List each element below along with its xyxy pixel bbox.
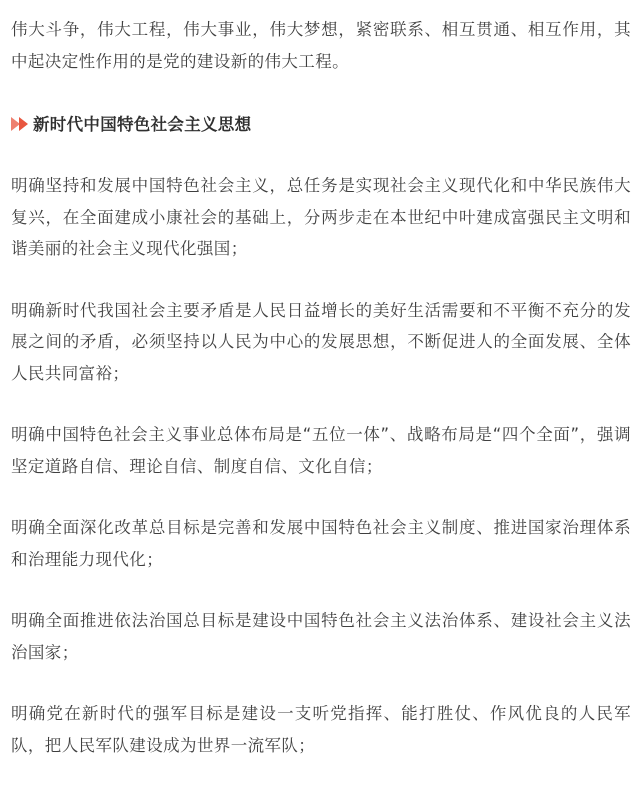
article-body <box>11 14 631 791</box>
double-triangle-icon <box>11 116 31 130</box>
paragraph-5: 明确全面推进依法治国总目标是建设中国特色社会主义法治体系、建设社会主义法治国家； <box>11 611 631 662</box>
section-heading-text: 新时代中国特色社会主义思想 <box>33 115 252 134</box>
section-heading <box>11 107 631 139</box>
paragraph-1: 明确坚持和发展中国特色社会主义，总任务是实现社会主义现代化和中华民族伟大复兴，在全面建成小康社会的基础上，分两步走在本世纪中叶建成富强民主文明和谐美丽的社会主义现代化强国； <box>11 176 631 258</box>
paragraph-2: 明确新时代我国社会主要矛盾是人民日益增长的美好生活需要和不平衡不充分的发展之间的矛盾，必须坚持以人民为中心的发展思想，不断促进人的全面发展、全体人民共同富裕； <box>11 300 631 383</box>
paragraph-6: 明确党在新时代的强军目标是建设一支听党指挥、能打胜仗、作风优良的人民军队，把人民军队建设成为世界一流军队； <box>11 704 631 755</box>
paragraph-3: 明确中国特色社会主义事业总体布局是“五位一体”、战略布局是“四个全面”，强调坚定道路自信、理论自信、制度自信、文化自信； <box>11 425 631 476</box>
paragraph-4: 明确全面深化改革总目标是完善和发展中国特色社会主义制度、推进国家治理体系和治理能力现代化； <box>11 518 631 569</box>
intro-paragraph: 伟大斗争，伟大工程，伟大事业，伟大梦想，紧密联系、相互贯通、相互作用，其中起决定性作用的是党的建设新的伟大工程。 <box>11 20 631 71</box>
